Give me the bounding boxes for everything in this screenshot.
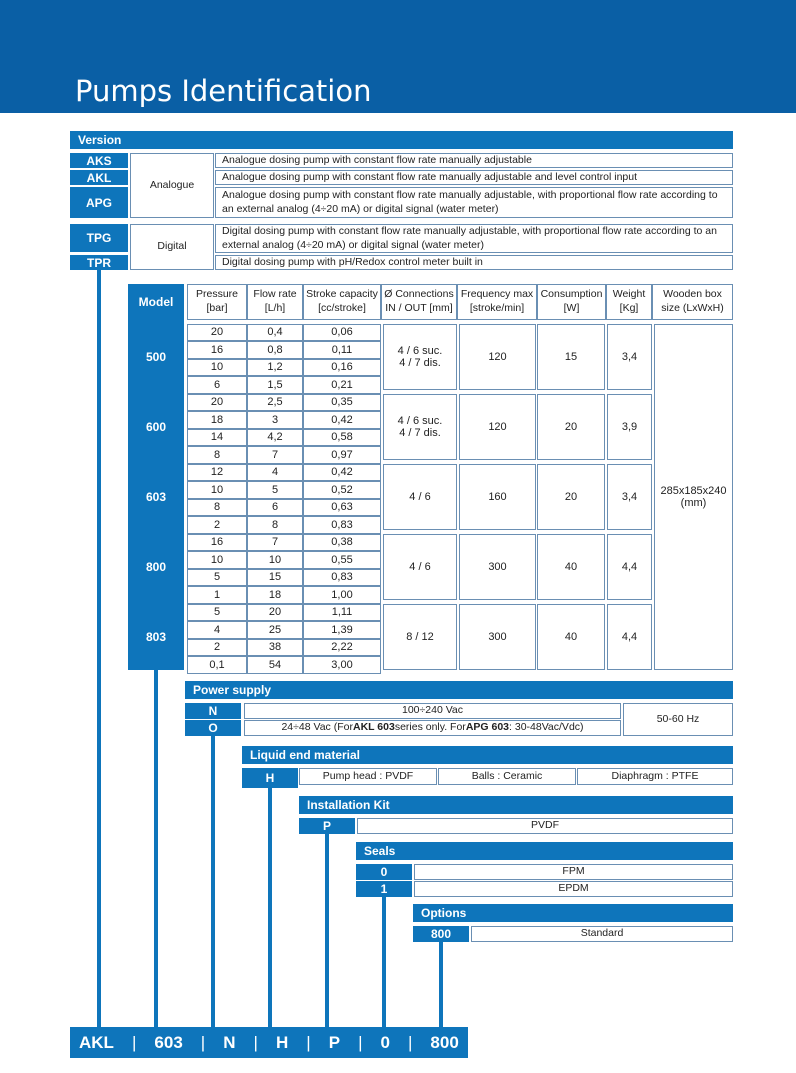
example-part-kit: P xyxy=(328,1032,341,1052)
frequency-cell: 120 xyxy=(459,324,536,390)
version-desc-tpg: Digital dosing pump with constant flow rate manually adjustable, with proportional flow rate according to an external analog (4÷20 mA) or digital signal (water meter) xyxy=(215,224,733,253)
version-code-akl: AKL xyxy=(70,170,128,185)
power-o-suffix: : 30-48Vac/Vdc) xyxy=(509,721,584,734)
pressure-cell: 10 xyxy=(187,551,247,569)
separator: | xyxy=(407,1032,413,1052)
power-o-bold1: AKL 603 xyxy=(352,721,395,734)
version-desc-akl: Analogue dosing pump with constant flow rate manually adjustable and level control input xyxy=(215,170,733,185)
options-bar: Options xyxy=(413,904,733,922)
consumption-cell: 40 xyxy=(537,604,605,670)
power-n-value: 100÷240 Vac xyxy=(244,703,621,719)
example-part-liquid: H xyxy=(275,1032,289,1052)
header-stroke-capacity: Stroke capacity [cc/stroke] xyxy=(303,284,381,320)
pressure-cell: 5 xyxy=(187,604,247,622)
stroke-capacity-cell: 0,83 xyxy=(303,569,381,587)
stroke-capacity-cell: 3,00 xyxy=(303,656,381,674)
pressure-cell: 8 xyxy=(187,499,247,517)
liquid-diaphragm: Diaphragm : PTFE xyxy=(577,768,733,785)
options-value: Standard xyxy=(471,926,733,942)
stroke-capacity-cell: 0,97 xyxy=(303,446,381,464)
consumption-cell: 20 xyxy=(537,464,605,530)
model-label: 600 xyxy=(145,420,167,434)
separator: | xyxy=(200,1032,206,1052)
flow-rate-cell: 7 xyxy=(247,446,303,464)
version-code-tpg: TPG xyxy=(70,224,128,252)
power-o-prefix: 24÷48 Vac (For xyxy=(281,721,353,734)
pressure-cell: 20 xyxy=(187,394,247,412)
pressure-cell: 20 xyxy=(187,324,247,342)
connector-model xyxy=(154,670,158,1027)
flow-rate-cell: 7 xyxy=(247,534,303,552)
header-connections: Ø Connections IN / OUT [mm] xyxy=(381,284,457,320)
flow-rate-cell: 4,2 xyxy=(247,429,303,447)
version-group-analogue: Analogue xyxy=(130,153,214,218)
flow-rate-cell: 18 xyxy=(247,586,303,604)
stroke-capacity-cell: 0,63 xyxy=(303,499,381,517)
pressure-cell: 8 xyxy=(187,446,247,464)
frequency-cell: 160 xyxy=(459,464,536,530)
pressure-cell: 1 xyxy=(187,586,247,604)
stroke-capacity-cell: 0,06 xyxy=(303,324,381,342)
version-code-apg: APG xyxy=(70,187,128,218)
power-frequency: 50-60 Hz xyxy=(623,703,733,736)
pressure-cell: 12 xyxy=(187,464,247,482)
stroke-capacity-cell: 0,42 xyxy=(303,411,381,429)
flow-rate-cell: 20 xyxy=(247,604,303,622)
liquid-balls: Balls : Ceramic xyxy=(438,768,576,785)
consumption-cell: 15 xyxy=(537,324,605,390)
connector-liquid xyxy=(268,788,272,1027)
example-part-options: 800 xyxy=(430,1032,459,1052)
liquid-end-code: H xyxy=(242,768,298,788)
liquid-pump-head: Pump head : PVDF xyxy=(299,768,437,785)
power-code-n: N xyxy=(185,703,241,719)
installation-kit-bar: Installation Kit xyxy=(299,796,733,814)
example-code xyxy=(70,1027,468,1058)
separator: | xyxy=(306,1032,311,1052)
connections-cell: 4 / 6 suc. 4 / 7 dis. xyxy=(383,394,457,460)
version-bar: Version xyxy=(70,131,733,149)
stroke-capacity-cell: 1,39 xyxy=(303,621,381,639)
version-code-aks: AKS xyxy=(70,153,128,168)
weight-cell: 4,4 xyxy=(607,534,652,600)
stroke-capacity-cell: 0,55 xyxy=(303,551,381,569)
separator: | xyxy=(253,1032,258,1052)
installation-kit-code: P xyxy=(299,818,355,834)
flow-rate-cell: 0,4 xyxy=(247,324,303,342)
weight-cell: 4,4 xyxy=(607,604,652,670)
frequency-cell: 300 xyxy=(459,534,536,600)
stroke-capacity-cell: 2,22 xyxy=(303,639,381,657)
flow-rate-cell: 4 xyxy=(247,464,303,482)
connector-options xyxy=(439,942,443,1027)
flow-rate-cell: 2,5 xyxy=(247,394,303,412)
header-wooden-box: Wooden box size (LxWxH) xyxy=(652,284,733,320)
model-header: Model xyxy=(138,295,174,309)
pressure-cell: 6 xyxy=(187,376,247,394)
model-label: 603 xyxy=(145,490,167,504)
pressure-cell: 4 xyxy=(187,621,247,639)
stroke-capacity-cell: 1,00 xyxy=(303,586,381,604)
power-o-bold2: APG 603 xyxy=(465,721,510,734)
stroke-capacity-cell: 0,21 xyxy=(303,376,381,394)
connector-power xyxy=(211,735,215,1027)
power-code-o: O xyxy=(185,720,241,736)
connections-cell: 8 / 12 xyxy=(383,604,457,670)
flow-rate-cell: 10 xyxy=(247,551,303,569)
seals-bar: Seals xyxy=(356,842,733,860)
pressure-cell: 14 xyxy=(187,429,247,447)
example-part-version: AKL xyxy=(79,1032,114,1052)
seals-value-1: EPDM xyxy=(414,881,733,897)
separator: | xyxy=(358,1032,363,1052)
example-part-seals: 0 xyxy=(380,1032,390,1052)
flow-rate-cell: 6 xyxy=(247,499,303,517)
separator: | xyxy=(131,1032,137,1052)
header-pressure: Pressure [bar] xyxy=(187,284,247,320)
stroke-capacity-cell: 0,11 xyxy=(303,341,381,359)
pressure-cell: 16 xyxy=(187,534,247,552)
weight-cell: 3,4 xyxy=(607,324,652,390)
model-label: 800 xyxy=(145,560,167,574)
pressure-cell: 0,1 xyxy=(187,656,247,674)
flow-rate-cell: 54 xyxy=(247,656,303,674)
flow-rate-cell: 0,8 xyxy=(247,341,303,359)
header-consumption: Consumption [W] xyxy=(537,284,606,320)
flow-rate-cell: 8 xyxy=(247,516,303,534)
weight-cell: 3,9 xyxy=(607,394,652,460)
power-o-mid: series only. For xyxy=(394,721,466,734)
flow-rate-cell: 1,5 xyxy=(247,376,303,394)
connections-cell: 4 / 6 xyxy=(383,534,457,600)
pressure-cell: 18 xyxy=(187,411,247,429)
model-label: 500 xyxy=(145,350,167,364)
pressure-cell: 16 xyxy=(187,341,247,359)
example-part-model: 603 xyxy=(154,1032,183,1052)
flow-rate-cell: 38 xyxy=(247,639,303,657)
pressure-cell: 10 xyxy=(187,481,247,499)
page-title: Pumps Identification xyxy=(75,74,372,108)
flow-rate-cell: 3 xyxy=(247,411,303,429)
liquid-end-bar: Liquid end material xyxy=(242,746,733,764)
weight-cell: 3,4 xyxy=(607,464,652,530)
options-code: 800 xyxy=(413,926,469,942)
seals-value-0: FPM xyxy=(414,864,733,880)
version-desc-apg: Analogue dosing pump with constant flow rate manually adjustable, with proportional flow rate according to an external analog (4÷20 mA) or digital signal (water meter) xyxy=(215,187,733,218)
stroke-capacity-cell: 0,58 xyxy=(303,429,381,447)
model-label: 803 xyxy=(145,630,167,644)
flow-rate-cell: 5 xyxy=(247,481,303,499)
installation-kit-value: PVDF xyxy=(357,818,733,834)
consumption-cell: 40 xyxy=(537,534,605,600)
example-part-power: N xyxy=(223,1032,236,1052)
header-frequency: Frequency max [stroke/min] xyxy=(457,284,537,320)
frequency-cell: 300 xyxy=(459,604,536,670)
flow-rate-cell: 1,2 xyxy=(247,359,303,377)
connector-kit xyxy=(325,834,329,1027)
stroke-capacity-cell: 0,16 xyxy=(303,359,381,377)
stroke-capacity-cell: 0,83 xyxy=(303,516,381,534)
pressure-cell: 10 xyxy=(187,359,247,377)
stroke-capacity-cell: 0,42 xyxy=(303,464,381,482)
version-desc-tpr: Digital dosing pump with pH/Redox control meter built in xyxy=(215,255,733,270)
power-o-value xyxy=(244,720,621,736)
wooden-box-size: 285x185x240 (mm) xyxy=(654,324,733,670)
connections-cell: 4 / 6 suc. 4 / 7 dis. xyxy=(383,324,457,390)
power-supply-bar: Power supply xyxy=(185,681,733,699)
consumption-cell: 20 xyxy=(537,394,605,460)
pressure-cell: 5 xyxy=(187,569,247,587)
pressure-cell: 2 xyxy=(187,639,247,657)
stroke-capacity-cell: 0,38 xyxy=(303,534,381,552)
connector-version xyxy=(97,270,101,1027)
header-flow-rate: Flow rate [L/h] xyxy=(247,284,303,320)
seals-code-0: 0 xyxy=(356,864,412,880)
stroke-capacity-cell: 0,52 xyxy=(303,481,381,499)
flow-rate-cell: 15 xyxy=(247,569,303,587)
stroke-capacity-cell: 0,35 xyxy=(303,394,381,412)
pressure-cell: 2 xyxy=(187,516,247,534)
stroke-capacity-cell: 1,11 xyxy=(303,604,381,622)
seals-code-1: 1 xyxy=(356,881,412,897)
flow-rate-cell: 25 xyxy=(247,621,303,639)
version-desc-aks: Analogue dosing pump with constant flow rate manually adjustable xyxy=(215,153,733,168)
connections-cell: 4 / 6 xyxy=(383,464,457,530)
frequency-cell: 120 xyxy=(459,394,536,460)
header-weight: Weight [Kg] xyxy=(606,284,652,320)
connector-seals xyxy=(382,896,386,1027)
version-code-tpr: TPR xyxy=(70,255,128,270)
version-group-digital: Digital xyxy=(130,224,214,270)
